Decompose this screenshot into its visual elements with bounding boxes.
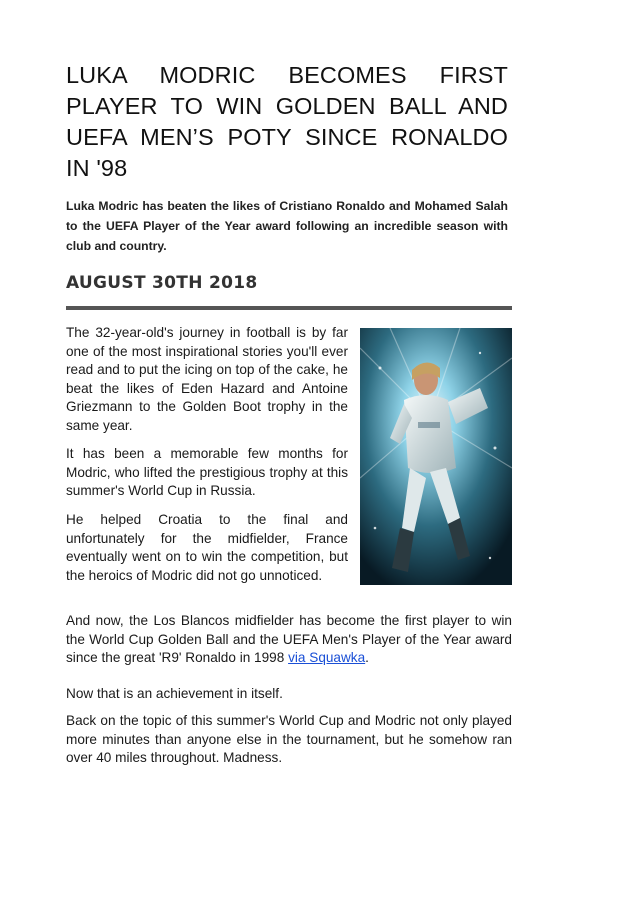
body-paragraph-3: He helped Croatia to the final and unfortunately for the midfielder, France eventually went on to win the competition, but the heroics of Modric did not go unnoticed.: [66, 512, 348, 583]
body-paragraph-4: [66, 612, 512, 668]
article-standfirst: Luka Modric has beaten the likes of Cristiano Ronaldo and Mohamed Salah to the UEFA Player of the Year award following an incredible season with club and country.: [66, 199, 508, 253]
player-celebration-photo-icon: [360, 328, 512, 585]
body-paragraph-2: It has been a memorable few months for Modric, who lifted the prestigious trophy at this summer's World Cup in Russia.: [66, 446, 348, 499]
body-paragraph-5: Now that is an achievement in itself.: [66, 686, 283, 701]
body-paragraph-1: The 32-year-old's journey in football is by far one of the most inspirational stories you'll ever read and to put the icing on top of the cake, he beat the likes of Eden Hazard and Antoine Griezmann to the Golden Boot trophy in the same year.: [66, 325, 348, 433]
body-paragraph-6: Back on the topic of this summer's World Cup and Modric not only played more minutes than anyone else in the tournament, but he somehow ran over 40 miles throughout. Madness.: [66, 713, 512, 766]
squawka-source-link[interactable]: via Squawka: [288, 650, 366, 666]
section-divider: [66, 306, 512, 310]
player-photo: [360, 328, 512, 585]
paragraph-4-end: .: [365, 650, 369, 666]
article-date: AUGUST 30TH 2018: [66, 273, 258, 293]
article-headline: LUKA MODRIC BECOMES FIRST PLAYER TO WIN GOLDEN BALL AND UEFA MEN’S POTY SINCE RONALDO IN '98: [66, 62, 508, 181]
paragraph-4-text: And now, the Los Blancos midfielder has become the first player to win the World Cup Golden Ball and the UEFA Men's Player of the Year award since the great 'R9' Ronaldo in 1998: [66, 613, 512, 666]
